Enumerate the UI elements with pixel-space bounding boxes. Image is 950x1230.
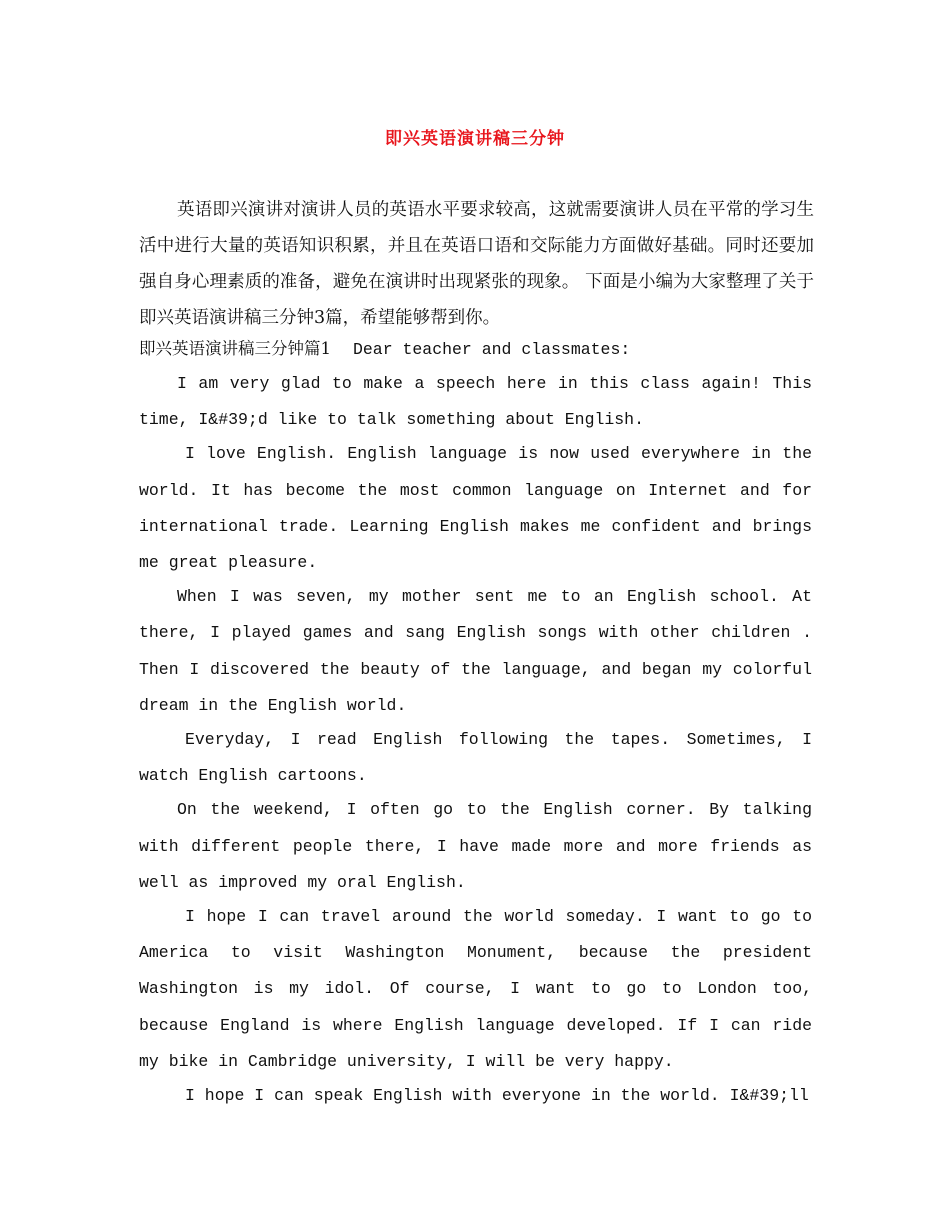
salutation: Dear teacher and classmates: [353,340,631,359]
speech-paragraph-7: I hope I can speak English with everyone in the world. I&#39;ll [185,1086,809,1106]
speech-paragraph-3: When I was seven, my mother sent me to an English school. At there, I played games and sang English songs with other children . Then I discovered the beauty of the language, and began my colorful dream in the English world. [139,587,812,715]
speech-paragraph-4: Everyday, I read English following the tapes. Sometimes, I watch English cartoons. [139,730,812,786]
speech-paragraph-5: On the weekend, I often go to the English corner. By talking with different people there, I have made more and more friends as well as improved my oral English. [139,800,812,892]
section-heading-line [139,338,819,361]
section-heading: 即兴英语演讲稿三分钟篇1 [139,339,331,358]
document-title: 即兴英语演讲稿三分钟 [385,129,565,149]
intro-text: 英语即兴演讲对演讲人员的英语水平要求较高，这就需要演讲人员在平常的学习生活中进行大量的英语知识积累，并且在英语口语和交际能力方面做好基础。同时还要加强自身心理素质的准备，避免在演讲时出现紧张的现象。 下面是小编为大家整理了关于即兴英语演讲稿三分钟3篇，希望能够帮到你。 [139,200,814,328]
speech-paragraph-2: I love English. English language is now used everywhere in the world. It has become the most common language on Internet and for international trade. Learning English makes me confident and brings me great pleasure. [139,444,812,573]
speech-paragraph-1: I am very glad to make a speech here in this class again! This time, I&#39;d like to talk something about English. [139,374,812,430]
speech-paragraph-6: I hope I can travel around the world someday. I want to go to America to visit Washington Monument, because the president Washington is my idol. Of course, I want to go to London too, because England is where English language developed. If I can ride my bike in Cambridge university, I will be very happy. [139,907,812,1071]
intro-paragraph [139,192,814,336]
speech-body [139,366,812,1112]
